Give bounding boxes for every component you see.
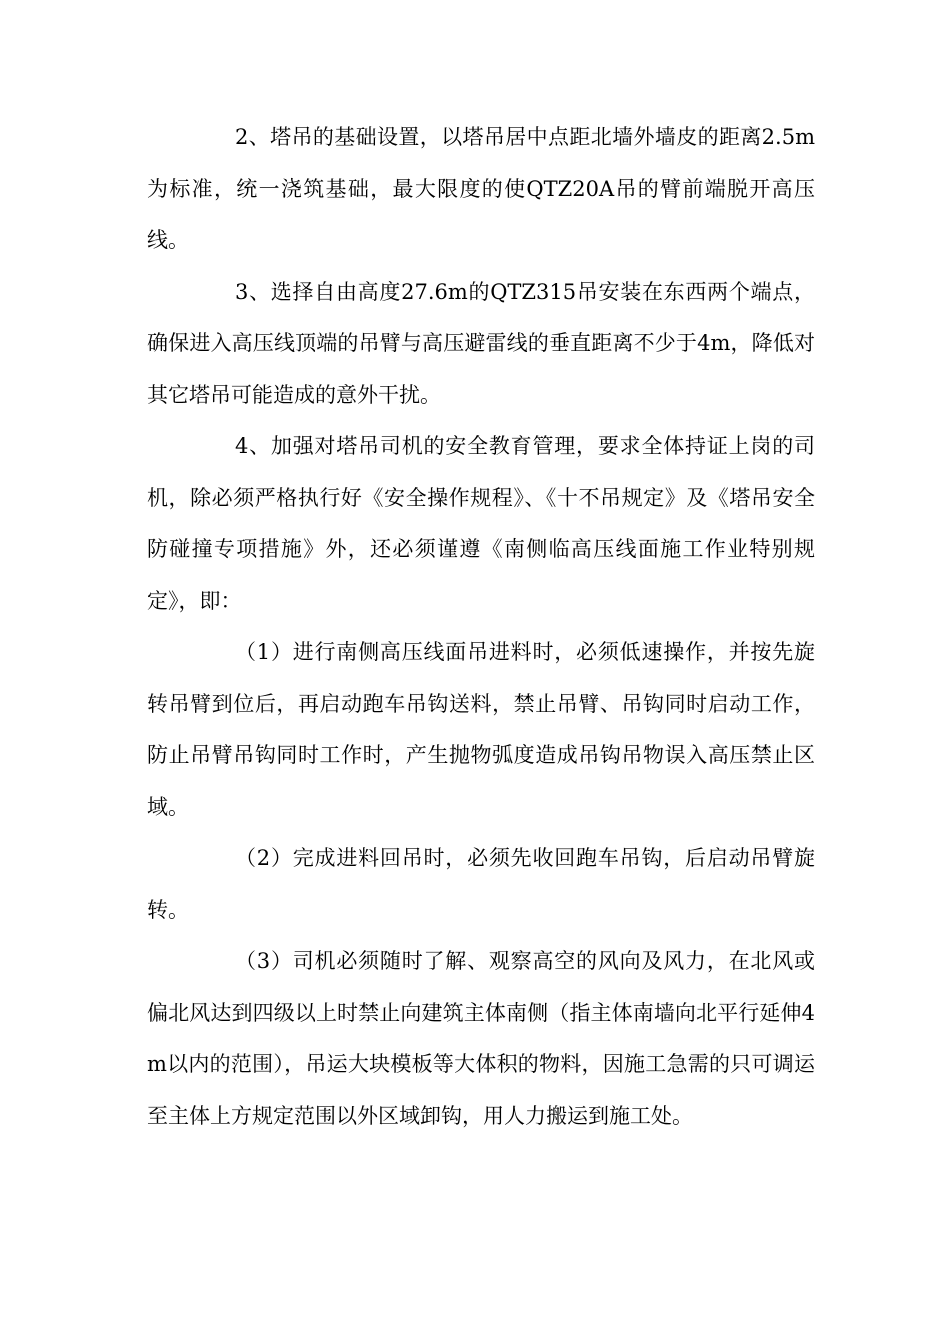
document-body bbox=[147, 112, 815, 1142]
paragraph-crane-selection: 3、选择自由高度27.6m的QTZ315吊安装在东西两个端点，确保进入高压线顶端的吊臂与高压避雷线的垂直距离不少于4m，降低对其它塔吊可能造成的意外干扰。 bbox=[147, 279, 815, 407]
paragraph-rule-3: （3）司机必须随时了解、观察高空的风向及风力，在北风或偏北风达到四级以上时禁止向建筑主体南侧（指主体南墙向北平行延伸4m以内的范围），吊运大块模板等大体积的物料，因施工急需的只可调运至主体上方规定范围以外区域卸钩，用人力搬运到施工处。 bbox=[147, 949, 815, 1128]
paragraph-operator-management: 4、加强对塔吊司机的安全教育管理，要求全体持证上岗的司机，除必须严格执行好《安全操作规程》、《十不吊规定》及《塔吊安全防碰撞专项措施》外，还必须谨遵《南侧临高压线面施工作业特别规定》，即： bbox=[147, 434, 815, 613]
paragraph-tower-crane-foundation: 2、塔吊的基础设置，以塔吊居中点距北墙外墙皮的距离2.5m为标准，统一浇筑基础，最大限度的使QTZ20A吊的臂前端脱开高压线。 bbox=[147, 125, 815, 252]
paragraph-rule-1: （1）进行南侧高压线面吊进料时，必须低速操作，并按先旋转吊臂到位后，再启动跑车吊钩送料，禁止吊臂、吊钩同时启动工作，防止吊臂吊钩同时工作时，产生抛物弧度造成吊钩吊物误入高压禁止区域。 bbox=[147, 640, 815, 819]
paragraph-rule-2: （2）完成进料回吊时，必须先收回跑车吊钩，后启动吊臂旋转。 bbox=[147, 846, 815, 922]
